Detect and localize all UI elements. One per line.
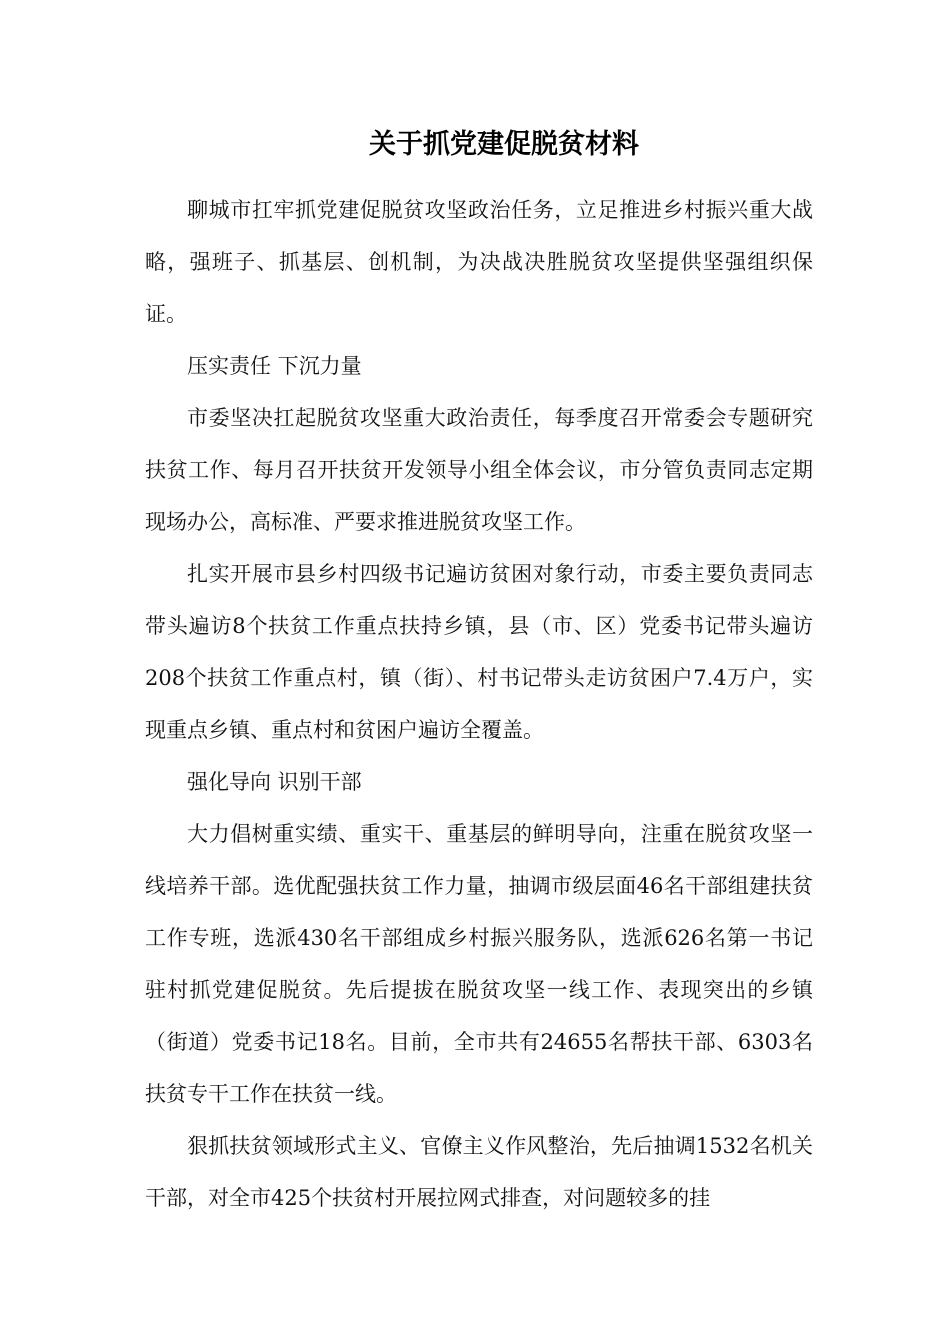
paragraph-visits: 扎实开展市县乡村四级书记遍访贫困对象行动，市委主要负责同志带头遍访8个扶贫工作重点扶持乡镇，县（市、区）党委书记带头遍访208个扶贫工作重点村，镇（街）、村书记带头走访贫困户7.4万户，实现重点乡镇、重点村和贫困户遍访全覆盖。 [145,562,813,742]
section-heading-responsibility: 压实责任 下沉力量 [187,354,362,378]
paragraph-responsibility: 市委坚决扛起脱贫攻坚重大政治责任，每季度召开常委会专题研究扶贫工作、每月召开扶贫开发领导小组全体会议，市分管负责同志定期现场办公，高标准、严要求推进脱贫攻坚工作。 [145,406,813,534]
document-body [145,184,813,1224]
paragraph-cadres: 大力倡树重实绩、重实干、重基层的鲜明导向，注重在脱贫攻坚一线培养干部。选优配强扶贫工作力量，抽调市级层面46名干部组建扶贫工作专班，选派430名干部组成乡村振兴服务队，选派626名第一书记驻村抓党建促脱贫。先后提拔在脱贫攻坚一线工作、表现突出的乡镇（街道）党委书记18名。目前，全市共有24655名帮扶干部、6303名扶贫专干工作在扶贫一线。 [145,822,813,1106]
section-heading-guidance: 强化导向 识别干部 [187,770,362,794]
paragraph-intro: 聊城市扛牢抓党建促脱贫攻坚政治任务，立足推进乡村振兴重大战略，强班子、抓基层、创机制，为决战决胜脱贫攻坚提供坚强组织保证。 [145,198,813,326]
document-title: 关于抓党建促脱贫材料 [369,129,639,160]
paragraph-rectification: 狠抓扶贫领域形式主义、官僚主义作风整治，先后抽调1532名机关干部，对全市425个扶贫村开展拉网式排查，对问题较多的挂 [145,1134,813,1210]
